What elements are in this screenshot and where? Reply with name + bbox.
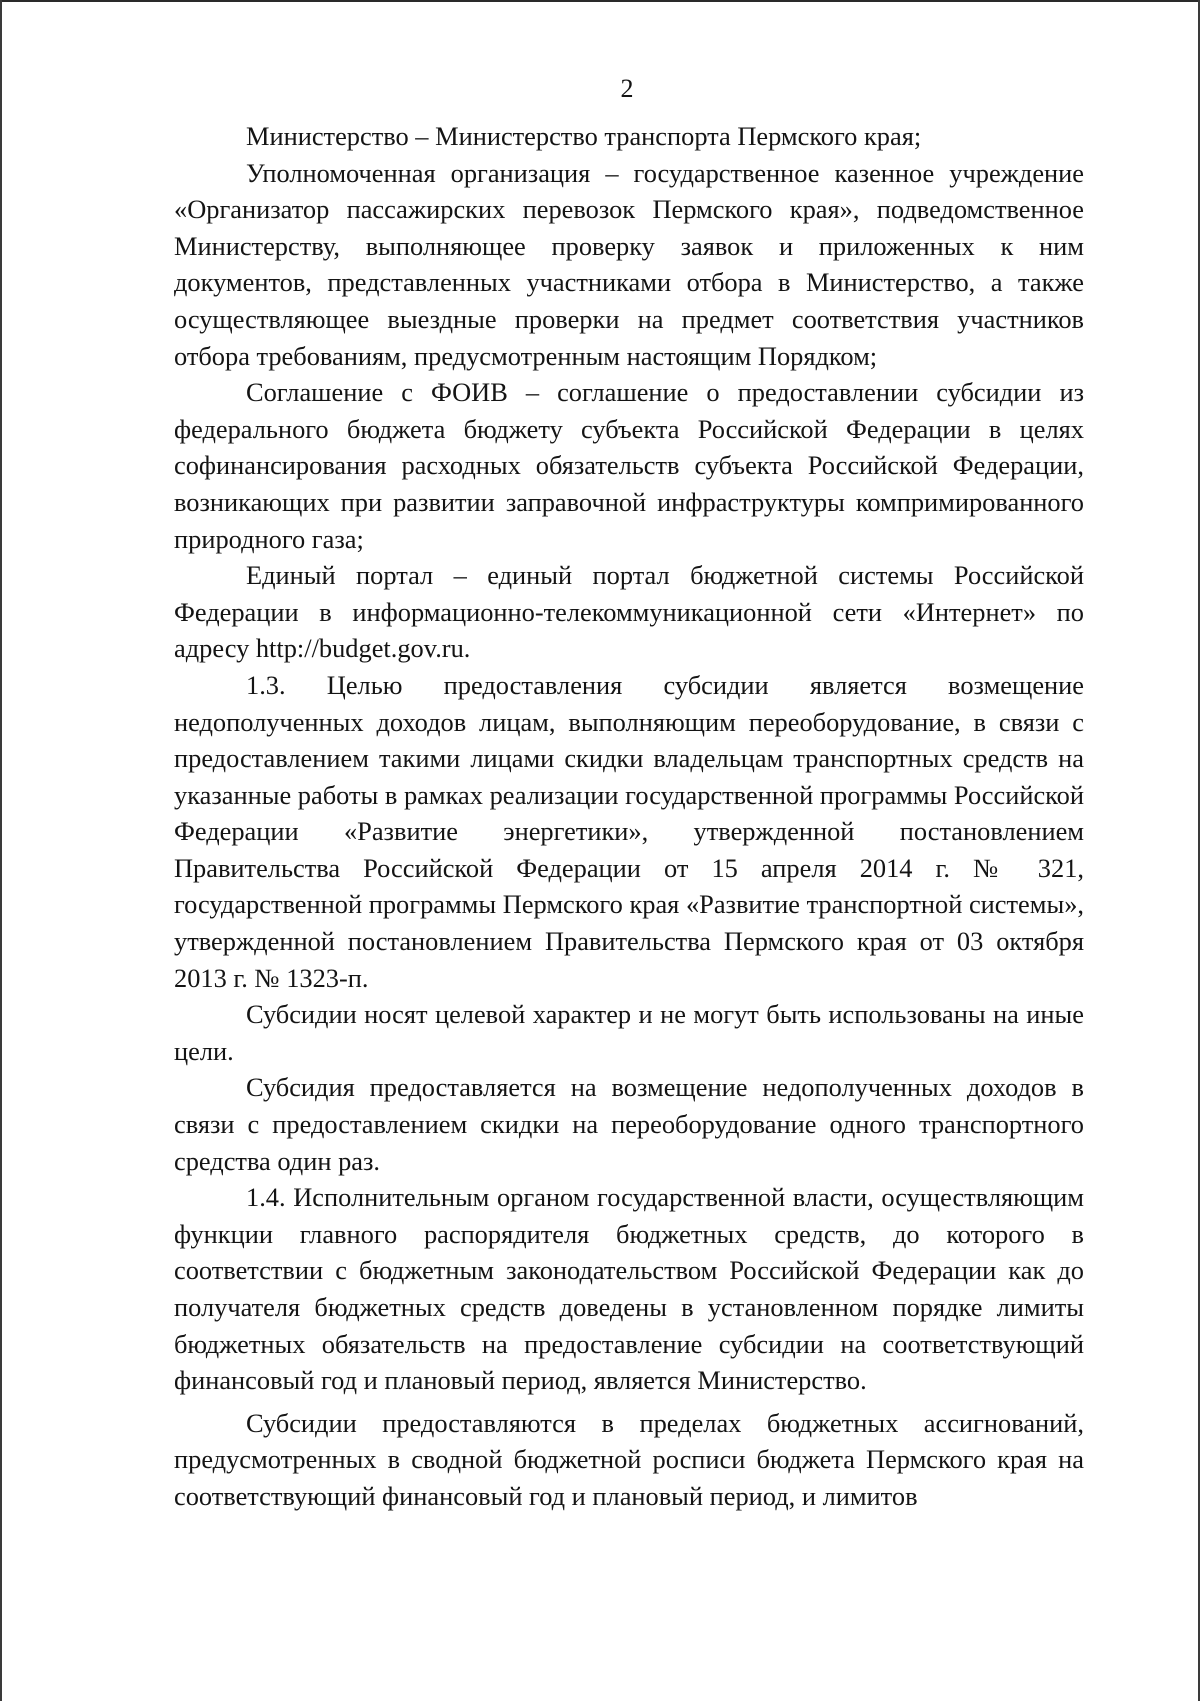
paragraph-1-3-purpose: 1.3. Целью предоставления субсидии является возмещение недополученных доходов лицам, выполняющим переоборудование, в связи с предоставлением такими лицами скидки владельцам транспортных средств на указанные работы в рамках реализации государственной программы Российской Федерации «Развитие энергетики», утвержденной постановлением Правительства Российской Федерации от 15 апреля 2014 г. № 321, государственной программы Пермского края «Развитие транспортной системы», утвержденной постановлением Правительства Пермского края от 03 октября 2013 г. № 1323-п. [174, 669, 1084, 993]
paragraph-targeted-nature: Субсидии носят целевой характер и не могут быть использованы на иные цели. [174, 999, 1084, 1066]
scan-border-left [0, 0, 2, 1701]
paragraph-budget-limits: Субсидии предоставляются в пределах бюджетных ассигнований, предусмотренных в сводной бюджетной росписи бюджета Пермского края на соответствующий финансовый год и плановый период, и лимитов [174, 1407, 1084, 1511]
paragraph-1-4-executive-body: 1.4. Исполнительным органом государственной власти, осуществляющим функции главного распорядителя бюджетных средств, до которого в соответствии с бюджетным законодательством Российской Федерации как до получателя бюджетных средств доведены в установленном порядке лимиты бюджетных обязательств на предоставление субсидии на соответствующий финансовый год и плановый период, является Министерство. [174, 1182, 1084, 1396]
paragraph-foiv-agreement: Соглашение с ФОИВ – соглашение о предоставлении субсидии из федерального бюджета бюджету субъекта Российской Федерации в целях софинансирования расходных обязательств субъекта Российской Федерации, возникающих при развитии заправочной инфраструктуры компримированного природного газа; [174, 377, 1084, 554]
paragraph-authorized-organization: Уполномоченная организация – государственное казенное учреждение «Организатор пассажирских перевозок Пермского края», подведомственное Министерству, выполняющее проверку заявок и приложенных к ним документов, представленных участниками отбора в Министерство, а также осуществляющее выездные проверки на предмет соответствия участников отбора требованиям, предусмотренным настоящим Порядком; [174, 157, 1084, 371]
page-number: 2 [620, 74, 634, 103]
scan-border-top [0, 0, 1200, 2]
paragraph-one-time-subsidy: Субсидия предоставляется на возмещение недополученных доходов в связи с предоставлением скидки на переоборудование одного транспортного средства один раз. [174, 1072, 1084, 1176]
paragraph-ministry-definition: Министерство – Министерство транспорта Пермского края; [246, 121, 922, 151]
document-body [174, 118, 1084, 1515]
paragraph-unified-portal: Единый портал – единый портал бюджетной системы Российской Федерации в информационно-телекоммуникационной сети «Интернет» по адресу http://budget.gov.ru. [174, 560, 1084, 664]
